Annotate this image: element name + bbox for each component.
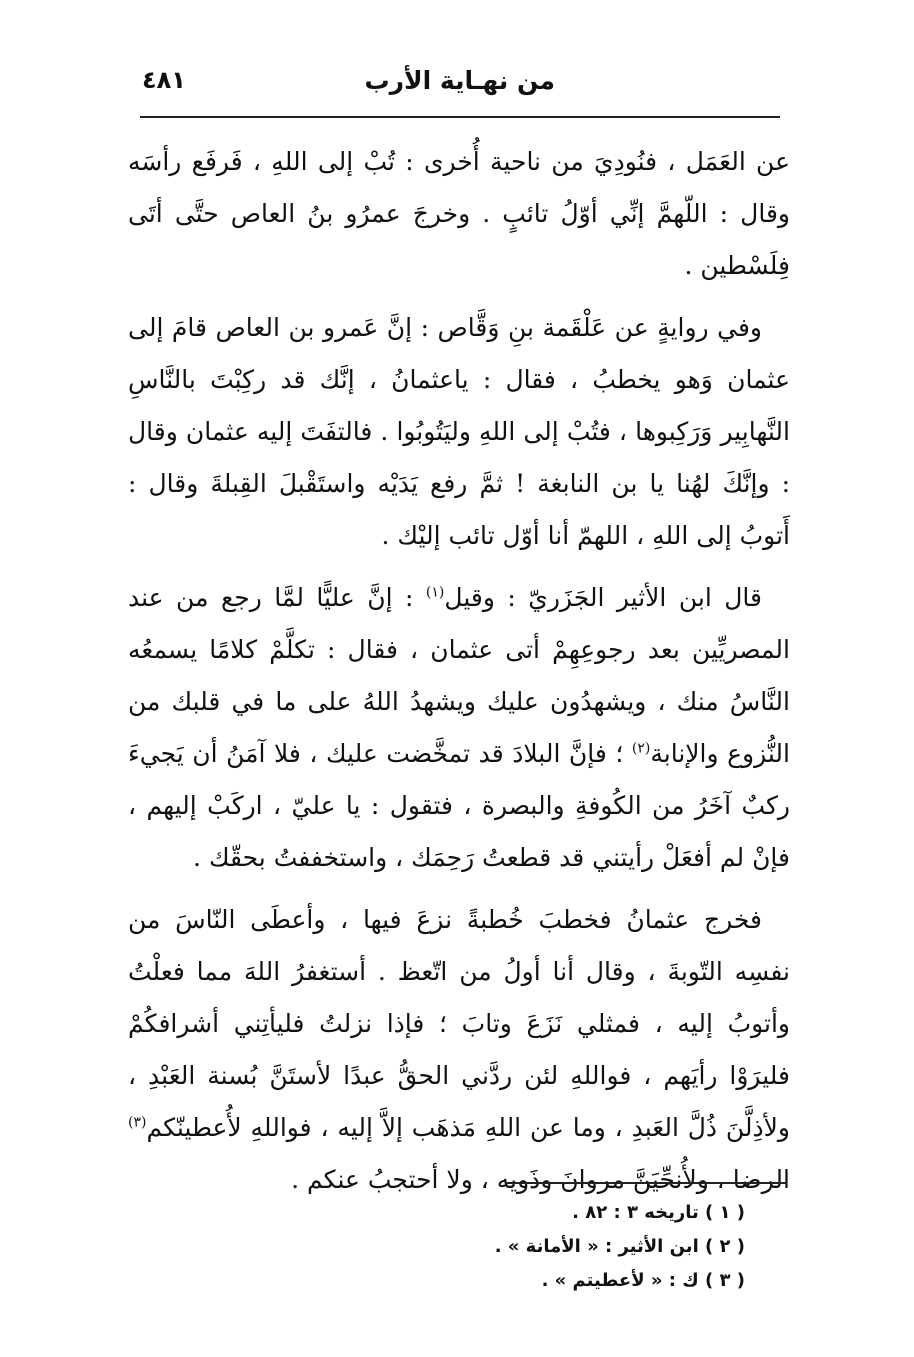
page-header [140,66,780,106]
footnote-divider [505,1182,787,1184]
paragraph-4 [128,894,790,1206]
footnote-3: ( ٣ ) ك : « لأعطيتم » . [541,1270,745,1291]
paragraph-4-text-end: الرضا ، ولأُنحِّيَنَّ مروانَ وذَويه ، ولا أحتجبُ عنكم . [291,1165,790,1194]
paragraph-2 [128,302,790,562]
paragraph-3-text-middle: : إنَّ عليًّا لمَّا رجع من عند المصريِّين بعد رجوعِهِمْ أتى عثمان ، فقال : تكلَّمْ كلامًا يسمعُه النَّاسُ منك ، ويشهدُون عليك ويشهدُ اللهُ على ما في قلبك من النُّزوع والإنابة [128,583,790,768]
running-title: من نهـاية الأرب [364,66,555,95]
paragraph-2-text: وفي روايةٍ عن عَلْقَمة بنِ وَقَّاص : إنَّ عَمرو بن العاص قامَ إلى عثمان وَهو يخطبُ ، فقال : ياعثمانُ ، إنَّك قد ركِبْتَ بالنَّاسِ النَّهابِير وَرَكِبوها ، فتُبْ إلى اللهِ وليَتُوبُوا . فالتفَتَ إليه عثمان وقال : وإنَّكَ لهُنا يا بن النابغة ! ثمَّ رفع يَدَيْه واستَقْبلَ القِبلةَ وقال : أَتوبُ إلى اللهِ ، اللهمّ أنا أوّل تائب إليْك . [128,313,790,550]
footnote-2: ( ٢ ) ابن الأثير : « الأمانة » . [494,1236,745,1257]
footnote-ref-3: (٣) [128,1114,147,1131]
page-number: ٤٨١ [142,66,186,94]
footnotes [340,1196,745,1298]
footnote-1: ( ١ ) تاريخه ٣ : ٨٢ . [572,1202,745,1223]
paragraph-3-text-start: قال ابن الأثير الجَزَريّ : وقيل [444,583,762,612]
paragraph-3 [128,572,790,884]
footnote-ref-1: (١) [425,584,445,601]
footnote-ref-2: (٢) [631,740,651,757]
header-divider [140,116,780,118]
paragraph-3-text-end: ؛ فإنَّ البلادَ قد تمخَّضت عليك ، فلا آمَنُ أن يَجيءَ ركبٌ آخَرُ من الكُوفةِ والبصرة ، فتقول : يا عليّ ، اركَبْ إليهم ، فإنْ لم أفعَلْ رأيتني قد قطعتُ رَحِمَك ، واستخففتُ بحقّك . [128,739,790,872]
paragraph-1-text: عن العَمَل ، فنُودِيَ من ناحية أُخرى : تُبْ إلى اللهِ ، فَرفَع رأسَه وقال : اللّهمَّ إنِّي أوّلُ تائبٍ . وخرجَ عمرُو بنُ العاص حتَّى أتَى فِلَسْطين . [128,147,790,280]
paragraph-4-text-start: فخرج عثمانُ فخطبَ خُطبةً نزعَ فيها ، وأعطَى النّاسَ من نفسِه التّوبةَ ، وقال أنا أولُ من اتّعظ . أستغفرُ اللهَ مما فعلْتُ وأتوبُ إليه ، فمثلي نَزَعَ وتابَ ؛ فإذا نزلتُ فليأتِني أشرافكُمْ فليرَوْا رأيَهم ، فواللهِ لئن ردَّني الحقُّ عبدًا لأستَنَّ بُسنة العَبْدِ ، ولأذِلَّنَ ذُلَّ العَبدِ ، وما عن اللهِ مَذهَب إلاَّ إليه ، فواللهِ لأُعطينّكم [128,905,790,1142]
main-text [128,136,790,1216]
paragraph-1 [128,136,790,292]
